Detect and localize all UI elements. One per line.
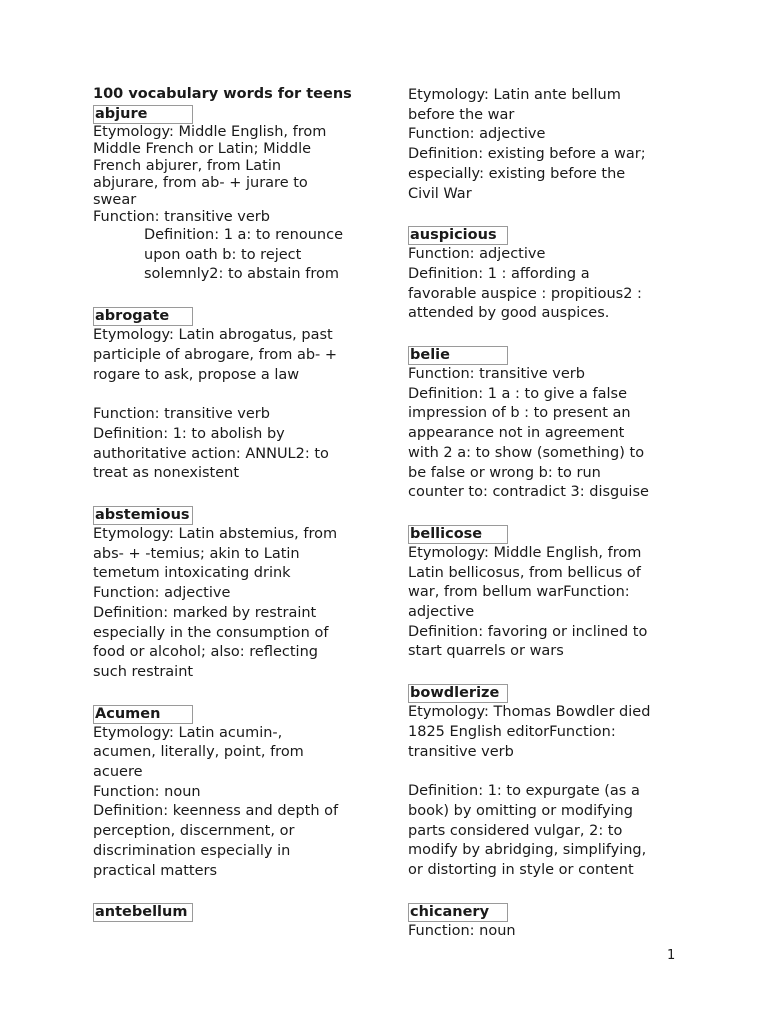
definition-line: perception, discernment, or — [93, 823, 295, 840]
definition-line: Definition: marked by restraint — [93, 604, 317, 621]
definition-line: be false or wrong b: to run — [408, 464, 601, 481]
etymology-line: Etymology: Latin abrogatus, past — [93, 327, 333, 344]
entry-word: bowdlerize — [408, 684, 508, 703]
etymology-line: acumen, literally, point, from — [93, 744, 304, 761]
etymology-line: transitive verb — [408, 743, 514, 760]
definition-line: book) by omitting or modifying — [408, 802, 633, 819]
etymology-line: temetum intoxicating drink — [93, 565, 291, 582]
definition-line: solemnly2: to abstain from — [144, 266, 339, 283]
function-line: Function: adjective — [93, 585, 231, 602]
function-line: Function: transitive verb — [408, 366, 585, 383]
definition-line: attended by good auspices. — [408, 305, 610, 322]
etymology-line: Etymology: Latin abstemius, from — [93, 526, 338, 543]
definition-line: Civil War — [408, 185, 472, 202]
etymology-line: swear — [93, 192, 137, 208]
definition-line: treat as nonexistent — [93, 465, 240, 482]
etymology-line: 1825 English editorFunction: — [408, 723, 616, 740]
etymology-line: abjurare, from ab- + jurare to — [93, 175, 308, 191]
definition-line: Definition: existing before a war; — [408, 146, 646, 163]
entry-word: bellicose — [408, 525, 508, 544]
etymology-line: Etymology: Latin ante bellum — [408, 87, 621, 103]
function-line: Function: transitive verb — [93, 209, 270, 225]
etymology-line: acuere — [93, 764, 143, 781]
entry-word: antebellum — [93, 903, 193, 922]
definition-line: Definition: 1 : affording a — [408, 265, 590, 282]
entry-word: belie — [408, 346, 508, 365]
etymology-line: war, from bellum warFunction: — [408, 584, 630, 601]
etymology-line: Latin bellicosus, from bellicus of — [408, 564, 641, 581]
entry-abjure — [93, 103, 365, 285]
entry-abstemious — [93, 504, 365, 683]
etymology-line: Etymology: Middle English, from — [93, 124, 327, 140]
definition-line: Definition: 1: to abolish by — [93, 425, 285, 442]
definition-line: especially: existing before the — [408, 165, 626, 182]
definition-line: parts considered vulgar, 2: to — [408, 822, 623, 839]
definition-line: with 2 a: to show (something) to — [408, 444, 645, 461]
definition-line: discrimination especially in — [93, 842, 291, 859]
definition-line: Definition: keenness and depth of — [93, 803, 339, 820]
etymology-line: adjective — [408, 604, 475, 621]
entry-belie — [408, 344, 683, 503]
definition-line: or distorting in style or content — [408, 862, 634, 879]
definition-line: practical matters — [93, 862, 218, 879]
etymology-line: Etymology: Latin acumin-, — [93, 724, 283, 741]
function-line: Function: noun — [408, 922, 516, 939]
etymology-line: Etymology: Middle English, from — [408, 544, 642, 561]
definition-line: start quarrels or wars — [408, 643, 564, 660]
left-column — [93, 86, 365, 922]
definition-line: Definition: 1: to expurgate (as a — [408, 783, 640, 800]
definition-line: counter to: contradict 3: disguise — [408, 484, 649, 501]
etymology-line: abs- + -temius; akin to Latin — [93, 545, 300, 562]
entry-antebellum-continued — [408, 86, 683, 204]
definition-line: food or alcohol; also: reflecting — [93, 644, 318, 661]
entry-word: abrogate — [93, 307, 193, 326]
right-column — [408, 86, 683, 942]
etymology-line: before the war — [408, 106, 515, 123]
definition-line: modify by abridging, simplifying, — [408, 842, 647, 859]
definition-line: favorable auspice : propitious2 : — [408, 285, 642, 302]
entry-word: Acumen — [93, 705, 193, 724]
entry-word: chicanery — [408, 903, 508, 922]
entry-antebellum — [93, 901, 365, 922]
definition-line: especially in the consumption of — [93, 624, 329, 641]
entry-word: abstemious — [93, 506, 193, 525]
function-line: Function: transitive verb — [93, 406, 270, 423]
etymology-line: Etymology: Thomas Bowdler died — [408, 704, 651, 721]
etymology-line: participle of abrogare, from ab- + — [93, 346, 338, 363]
entry-acumen — [93, 703, 365, 882]
definition-line: appearance not in agreement — [408, 425, 625, 442]
definition-line: Definition: 1 a : to give a false — [408, 385, 628, 402]
function-line: Function: adjective — [408, 246, 546, 263]
definition-line: upon oath b: to reject — [144, 246, 302, 263]
definition-line: Definition: 1 a: to renounce — [144, 227, 343, 243]
definition-line: impression of b : to present an — [408, 405, 631, 422]
entry-word: abjure — [93, 105, 193, 124]
page-number: 1 — [667, 948, 676, 963]
entry-bowdlerize — [408, 682, 683, 881]
definition-line: Definition: favoring or inclined to — [408, 623, 648, 640]
entry-bellicose — [408, 523, 683, 662]
entry-abrogate — [93, 305, 365, 484]
document-title: 100 vocabulary words for teens — [93, 86, 352, 102]
etymology-line: rogare to ask, propose a law — [93, 366, 300, 383]
function-line: Function: adjective — [408, 126, 546, 143]
entry-word: auspicious — [408, 226, 508, 245]
entry-auspicious — [408, 224, 683, 324]
function-line: Function: noun — [93, 783, 201, 800]
etymology-line: French abjurer, from Latin — [93, 158, 282, 174]
definition-line: authoritative action: ANNUL2: to — [93, 445, 329, 462]
definition-line: such restraint — [93, 663, 194, 680]
etymology-line: Middle French or Latin; Middle — [93, 141, 312, 157]
entry-chicanery — [408, 901, 683, 942]
